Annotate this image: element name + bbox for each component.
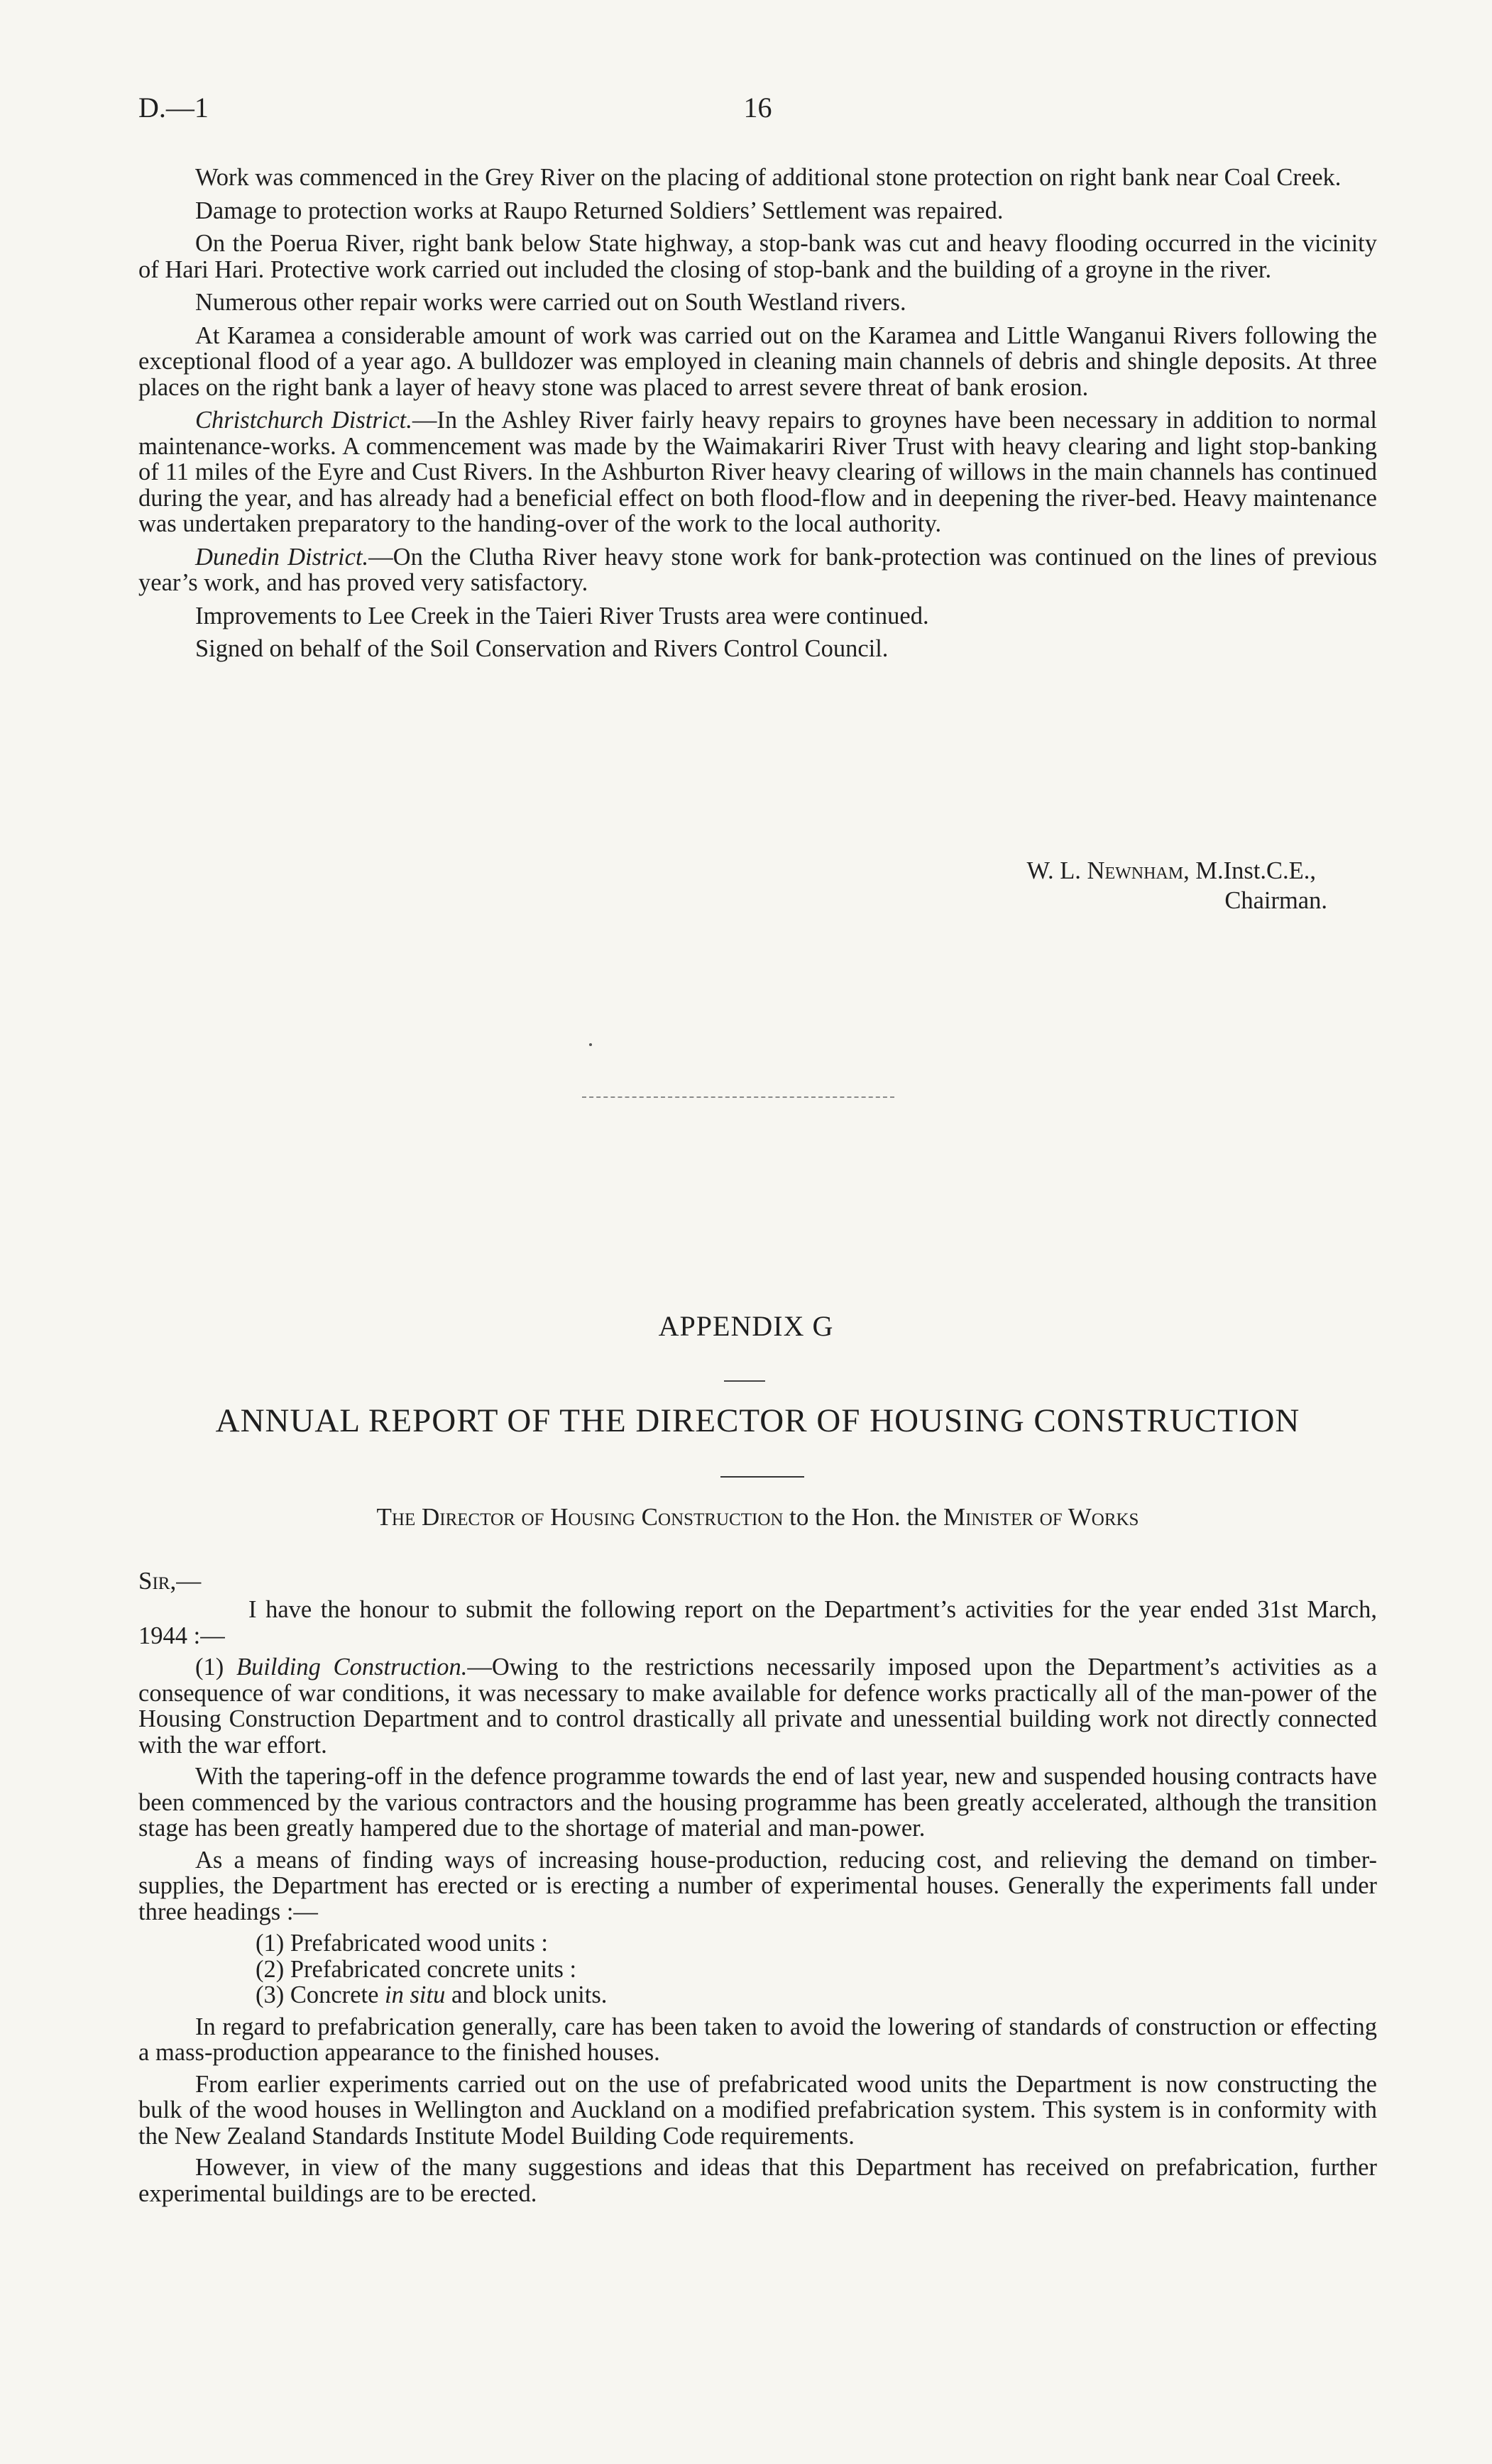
signatory-surname: Newnham [1087, 857, 1184, 884]
report-body-rivers [138, 165, 1377, 669]
signatory-name: W. L. Newnham, M.Inst.C.E., [1026, 857, 1316, 884]
paragraph-text: —On the Clutha River heavy stone work for bank-protection was continued on the lines of previous year’s work, and has proved very satisfactory. [138, 543, 1378, 596]
section-heading: Building Construction. [236, 1654, 468, 1681]
district-heading: Dunedin District. [195, 543, 369, 571]
running-header [138, 91, 1377, 133]
divider-rule [720, 1476, 804, 1478]
list-item: (2) Prefabricated concrete units : [256, 1955, 577, 1983]
stray-mark [589, 1043, 592, 1046]
page-number: 16 [743, 92, 772, 123]
report-body-housing [138, 1597, 1377, 2212]
section-separator [582, 1096, 894, 1098]
signatory-credentials: , M.Inst.C.E., [1183, 857, 1316, 884]
paragraph: Damage to protection works at Raupo Returned Soldiers’ Settlement was repaired. [195, 197, 1004, 224]
experiment-headings-list [138, 1930, 1377, 2008]
paragraph: At Karamea a considerable amount of work was carried out on the Karamea and Little Wanganui Rivers following the exceptional flood of a year ago. A bulldozer was employed in cleaning main channels of debris and shingle deposits. At three places on the right bank a layer of heavy stone was placed to arrest severe threat of bank erosion. [138, 321, 1377, 401]
list-item: (1) Prefabricated wood units : [256, 1930, 548, 1957]
list-item: (3) Concrete in situ and block units. [256, 1981, 608, 2008]
paragraph: On the Poerua River, right bank below State highway, a stop-bank was cut and heavy flooding occurred in the vicinity of Hari Hari. Protective work carried out included the closing of stop-bank and the building of a groyne in the river. [138, 230, 1377, 283]
paragraph: Improvements to Lee Creek in the Taieri River Trusts area were continued. [195, 602, 929, 629]
paragraph-dunedin [138, 544, 1377, 596]
document-id: D.—1 [138, 92, 209, 123]
paragraph: In regard to prefabrication generally, care has been taken to avoid the lowering of standards of construction or effecting a mass-production appearance to the finished houses. [138, 2013, 1377, 2066]
paragraph: Numerous other repair works were carried out on South Westland rivers. [195, 289, 906, 316]
paragraph: Work was commenced in the Grey River on the placing of additional stone protection on right bank near Coal Creek. [195, 164, 1342, 191]
district-heading: Christchurch District. [195, 407, 412, 434]
paragraph: Signed on behalf of the Soil Conservation and Rivers Control Council. [195, 635, 889, 662]
paragraph: However, in view of the many suggestions and ideas that this Department has received on prefabrication, further experimental buildings are to be erected. [138, 2154, 1377, 2207]
paragraph: With the tapering-off in the defence programme towards the end of last year, new and suspended housing contracts have been commenced by the various contractors and the housing programme has been greatly accelerated, although the transition stage has been greatly hampered due to the shortage of material and man-power. [138, 1763, 1377, 1842]
paragraph: From earlier experiments carried out on the use of prefabricated wood units the Department is now constructing the bulk of the wood houses in Wellington and Auckland on a modified prefabrication system. This system is in conformity with the New Zealand Standards Institute Model Building Code requirements. [138, 2070, 1377, 2150]
appendix-label: APPENDIX G [658, 1310, 834, 1342]
salutation: Sir,— [138, 1567, 202, 1595]
paragraph-building-construction: (1) Building Construction.—Owing to the restrictions necessarily imposed upon the Department’s activities as a consequence of war conditions, it was necessary to make available for defence works practically all of the man-power of the Housing Construction Department and to control drastically all private and unessential building work not directly connected with the war effort. [138, 1654, 1378, 1759]
signatory-title: Chairman. [1224, 887, 1327, 914]
report-subtitle: The Director of Housing Construction to the Hon. the Minister of Works [376, 1503, 1139, 1531]
paragraph-christchurch [138, 407, 1377, 537]
paragraph-text: —In the Ashley River fairly heavy repairs to groynes have been necessary in addition to normal maintenance-works. A commencement was made by the Waimakariri River Trust with heavy clearing and light stop-banking of 11 miles of the Eyre and Cust Rivers. In the Ashburton River heavy clearing of willows in the main channels has continued during the year, and has already had a beneficial effect on both flood-flow and in deepening the river-bed. Heavy maintenance was undertaken preparatory to the handing-over of the work to the local authority. [138, 407, 1378, 537]
paragraph-intro: I have the honour to submit the following report on the Department’s activities for the year ended 31st March, 1944 :— [138, 1596, 1377, 1649]
divider-rule [724, 1380, 765, 1382]
paragraph: As a means of finding ways of increasing house-production, reducing cost, and relieving the demand on timber-supplies, the Department has erected or is erecting a number of experimental houses. Generally the experiments fall under three headings :— [138, 1846, 1377, 1925]
report-title: ANNUAL REPORT OF THE DIRECTOR OF HOUSING CONSTRUCTION [215, 1402, 1300, 1439]
